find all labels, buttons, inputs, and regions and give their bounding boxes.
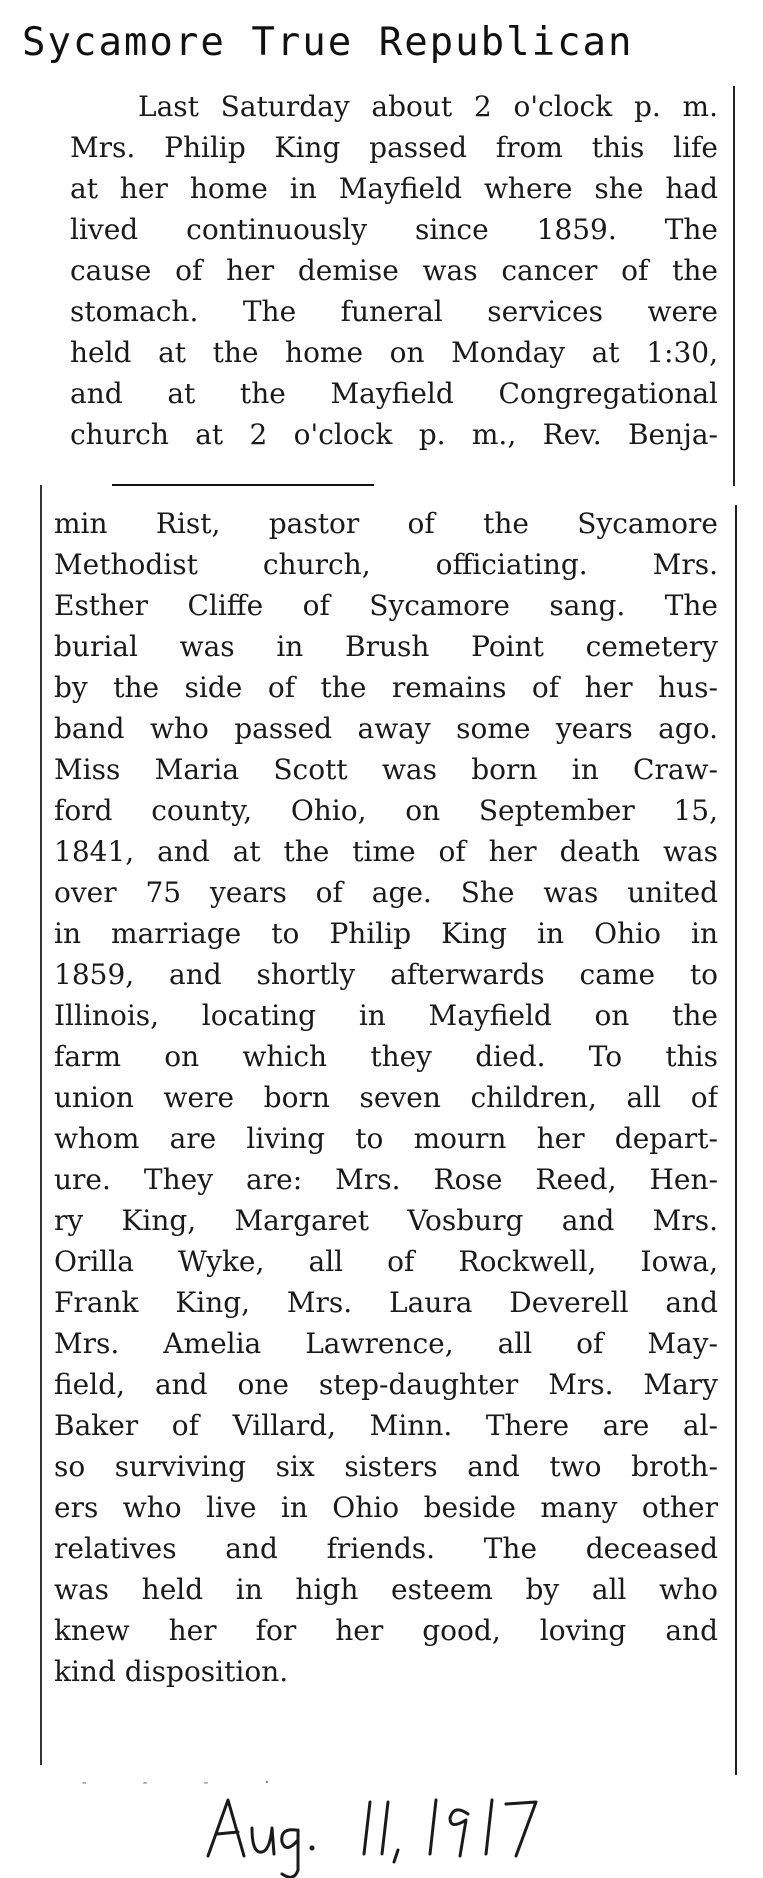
article-line: Last Saturday about 2 o'clock p. m.	[138, 90, 718, 123]
article-line: ers who live in Ohio beside many other	[54, 1491, 718, 1524]
article-paragraph-2	[54, 503, 718, 1692]
article-line: over 75 years of age. She was united	[54, 876, 718, 909]
article-line: so surviving six sisters and two broth-	[54, 1450, 718, 1483]
article-line: stomach. The funeral services were	[70, 295, 718, 328]
article-line: Orilla Wyke, all of Rockwell, Iowa,	[54, 1245, 718, 1278]
article-line: 1859, and shortly afterwards came to	[54, 958, 718, 991]
column-right-border-top	[733, 86, 735, 486]
clipping-cut-rule	[112, 484, 374, 486]
article-line: Frank King, Mrs. Laura Deverell and	[54, 1286, 718, 1319]
print-specks: - - - ·	[80, 1775, 294, 1791]
column-left-border	[40, 485, 42, 1765]
article-line: in marriage to Philip King in Ohio in	[54, 917, 718, 950]
article-line: was held in high esteem by all who	[54, 1573, 718, 1606]
article-line: burial was in Brush Point cemetery	[54, 630, 718, 663]
article-line: lived continuously since 1859. The	[70, 213, 718, 246]
article-line: knew her for her good, loving and	[54, 1614, 718, 1647]
article-line: Mrs. Philip King passed from this life	[70, 131, 718, 164]
article-line: Methodist church, officiating. Mrs.	[54, 548, 718, 581]
newspaper-title: Sycamore True Republican	[22, 20, 634, 65]
article-column-top	[70, 86, 718, 455]
article-line: band who passed away some years ago.	[54, 712, 718, 745]
article-line: min Rist, pastor of the Sycamore	[54, 507, 718, 540]
article-line: 1841, and at the time of her death was	[54, 835, 718, 868]
article-line: cause of her demise was cancer of the	[70, 254, 718, 287]
article-line: ford county, Ohio, on September 15,	[54, 794, 718, 827]
article-line: ure. They are: Mrs. Rose Reed, Hen-	[54, 1163, 718, 1196]
article-line: farm on which they died. To this	[54, 1040, 718, 1073]
article-line: at her home in Mayfield where she had	[70, 172, 718, 205]
article-line: and at the Mayfield Congregational	[70, 377, 718, 410]
article-line: church at 2 o'clock p. m., Rev. Benja-	[70, 418, 718, 451]
article-line: kind disposition.	[54, 1655, 289, 1688]
article-line: field, and one step-daughter Mrs. Mary	[54, 1368, 718, 1401]
article-line: union were born seven children, all of	[54, 1081, 718, 1114]
article-line: held at the home on Monday at 1:30,	[70, 336, 718, 369]
article-line: ry King, Margaret Vosburg and Mrs.	[54, 1204, 718, 1237]
article-line: Baker of Villard, Minn. There are al-	[54, 1409, 718, 1442]
article-line: Esther Cliffe of Sycamore sang. The	[54, 589, 718, 622]
handwritten-date-text	[200, 1790, 569, 1850]
article-line: Miss Maria Scott was born in Craw-	[54, 753, 718, 786]
article-column-bottom	[54, 503, 718, 1692]
article-paragraph-1	[70, 86, 718, 455]
article-line: Mrs. Amelia Lawrence, all of May-	[54, 1327, 718, 1360]
article-line: Illinois, locating in Mayfield on the	[54, 999, 718, 1032]
article-line: relatives and friends. The deceased	[54, 1532, 718, 1565]
article-line: whom are living to mourn her depart-	[54, 1122, 718, 1155]
article-line: by the side of the remains of her hus-	[54, 671, 718, 704]
column-right-border-bottom	[735, 505, 737, 1775]
